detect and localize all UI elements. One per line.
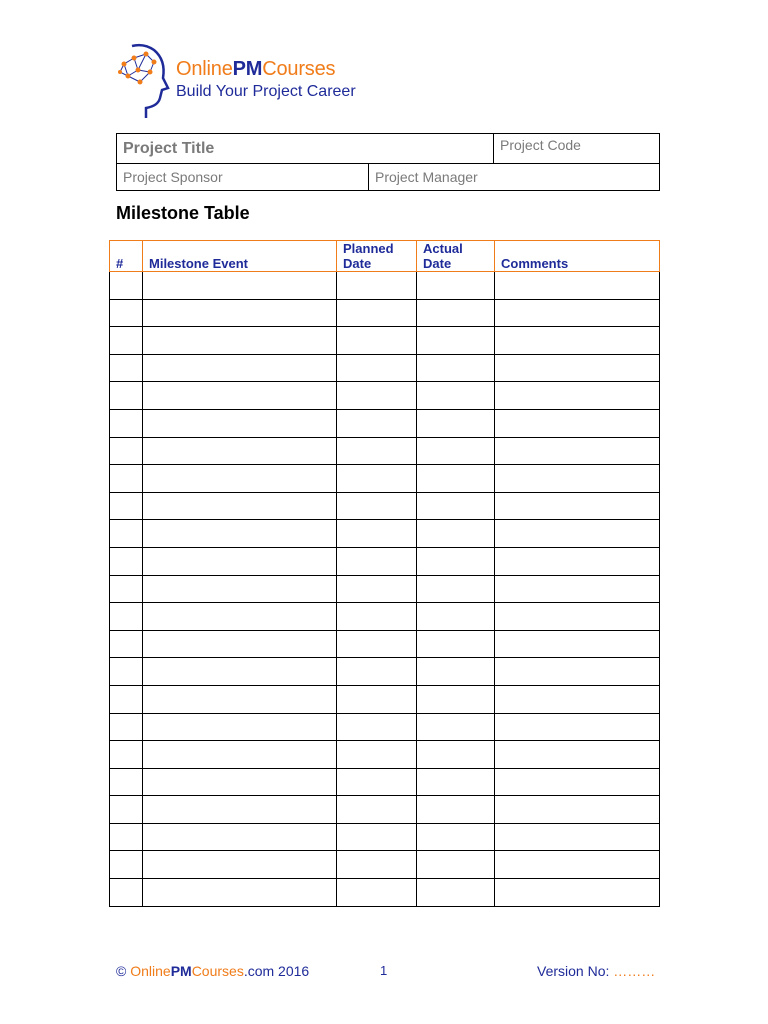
col-header-planned-date: Planned Date: [337, 241, 417, 272]
table-row: [110, 272, 660, 300]
cell-number[interactable]: [110, 437, 143, 465]
cell-planned-date[interactable]: [337, 520, 417, 548]
cell-planned-date[interactable]: [337, 382, 417, 410]
table-row: [110, 851, 660, 879]
cell-number[interactable]: [110, 520, 143, 548]
col-header-comments: Comments: [495, 241, 660, 272]
cell-event[interactable]: [143, 713, 337, 741]
cell-comments[interactable]: [495, 492, 660, 520]
cell-event[interactable]: [143, 603, 337, 631]
cell-planned-date[interactable]: [337, 437, 417, 465]
cell-actual-date[interactable]: [417, 299, 495, 327]
table-row: [110, 741, 660, 769]
table-row: [110, 409, 660, 437]
project-manager-field[interactable]: Project Manager: [369, 164, 660, 191]
cell-number[interactable]: [110, 299, 143, 327]
table-row: [110, 327, 660, 355]
cell-actual-date[interactable]: [417, 575, 495, 603]
milestone-rows: [110, 272, 660, 907]
cell-comments[interactable]: [495, 465, 660, 493]
cell-actual-date[interactable]: [417, 685, 495, 713]
cell-planned-date[interactable]: [337, 768, 417, 796]
cell-planned-date[interactable]: [337, 685, 417, 713]
cell-comments[interactable]: [495, 603, 660, 631]
cell-actual-date[interactable]: [417, 520, 495, 548]
cell-actual-date[interactable]: [417, 327, 495, 355]
table-row: [110, 520, 660, 548]
cell-planned-date[interactable]: [337, 658, 417, 686]
brand-tagline: Build Your Project Career: [176, 83, 356, 100]
version-field: Version No: ………: [537, 963, 656, 979]
cell-number[interactable]: [110, 879, 143, 907]
cell-comments[interactable]: [495, 382, 660, 410]
cell-actual-date[interactable]: [417, 547, 495, 575]
cell-comments[interactable]: [495, 658, 660, 686]
cell-number[interactable]: [110, 547, 143, 575]
cell-actual-date[interactable]: [417, 823, 495, 851]
cell-comments[interactable]: [495, 630, 660, 658]
cell-number[interactable]: [110, 465, 143, 493]
cell-comments[interactable]: [495, 741, 660, 769]
table-row: [110, 796, 660, 824]
cell-number[interactable]: [110, 575, 143, 603]
table-row: [110, 630, 660, 658]
cell-event[interactable]: [143, 796, 337, 824]
cell-number[interactable]: [110, 685, 143, 713]
cell-event[interactable]: [143, 465, 337, 493]
cell-actual-date[interactable]: [417, 492, 495, 520]
cell-comments[interactable]: [495, 354, 660, 382]
cell-planned-date[interactable]: [337, 796, 417, 824]
table-row: [110, 575, 660, 603]
cell-planned-date[interactable]: [337, 327, 417, 355]
cell-event[interactable]: [143, 382, 337, 410]
cell-comments[interactable]: [495, 768, 660, 796]
cell-comments[interactable]: [495, 823, 660, 851]
cell-event[interactable]: [143, 768, 337, 796]
logo: [116, 40, 386, 120]
cell-number[interactable]: [110, 796, 143, 824]
cell-number[interactable]: [110, 492, 143, 520]
table-row: [110, 492, 660, 520]
brand-name: OnlinePMCourses: [176, 58, 336, 80]
cell-actual-date[interactable]: [417, 851, 495, 879]
cell-comments[interactable]: [495, 409, 660, 437]
cell-planned-date[interactable]: [337, 299, 417, 327]
cell-event[interactable]: [143, 741, 337, 769]
cell-planned-date[interactable]: [337, 272, 417, 300]
cell-event[interactable]: [143, 658, 337, 686]
project-title-field[interactable]: Project Title: [117, 134, 494, 164]
cell-actual-date[interactable]: [417, 768, 495, 796]
cell-actual-date[interactable]: [417, 603, 495, 631]
cell-event[interactable]: [143, 272, 337, 300]
project-code-field[interactable]: Project Code: [494, 134, 660, 164]
cell-comments[interactable]: [495, 575, 660, 603]
cell-number[interactable]: [110, 382, 143, 410]
table-row: [110, 354, 660, 382]
cell-event[interactable]: [143, 851, 337, 879]
cell-planned-date[interactable]: [337, 492, 417, 520]
cell-event[interactable]: [143, 879, 337, 907]
cell-number[interactable]: [110, 713, 143, 741]
cell-number[interactable]: [110, 823, 143, 851]
table-row: [110, 382, 660, 410]
cell-event[interactable]: [143, 437, 337, 465]
cell-planned-date[interactable]: [337, 547, 417, 575]
cell-number[interactable]: [110, 630, 143, 658]
cell-actual-date[interactable]: [417, 796, 495, 824]
cell-number[interactable]: [110, 272, 143, 300]
table-row: [110, 713, 660, 741]
col-header-event: Milestone Event: [143, 241, 337, 272]
cell-planned-date[interactable]: [337, 630, 417, 658]
footer-copyright: © OnlinePMCourses.com 2016: [116, 963, 310, 979]
cell-number[interactable]: [110, 741, 143, 769]
cell-event[interactable]: [143, 492, 337, 520]
table-row: [110, 685, 660, 713]
cell-actual-date[interactable]: [417, 630, 495, 658]
cell-actual-date[interactable]: [417, 437, 495, 465]
cell-comments[interactable]: [495, 437, 660, 465]
cell-event[interactable]: [143, 630, 337, 658]
cell-event[interactable]: [143, 354, 337, 382]
table-row: [110, 299, 660, 327]
cell-event[interactable]: [143, 575, 337, 603]
cell-actual-date[interactable]: [417, 658, 495, 686]
cell-actual-date[interactable]: [417, 409, 495, 437]
cell-number[interactable]: [110, 851, 143, 879]
cell-number[interactable]: [110, 658, 143, 686]
table-row: [110, 768, 660, 796]
cell-actual-date[interactable]: [417, 879, 495, 907]
cell-comments[interactable]: [495, 713, 660, 741]
cell-actual-date[interactable]: [417, 465, 495, 493]
cell-event[interactable]: [143, 685, 337, 713]
table-row: [110, 547, 660, 575]
cell-number[interactable]: [110, 768, 143, 796]
cell-comments[interactable]: [495, 520, 660, 548]
cell-planned-date[interactable]: [337, 741, 417, 769]
cell-comments[interactable]: [495, 685, 660, 713]
cell-planned-date[interactable]: [337, 465, 417, 493]
milestone-header-row: [110, 241, 660, 272]
cell-number[interactable]: [110, 409, 143, 437]
col-header-number: #: [110, 241, 143, 272]
cell-actual-date[interactable]: [417, 354, 495, 382]
cell-number[interactable]: [110, 354, 143, 382]
cell-event[interactable]: [143, 409, 337, 437]
cell-event[interactable]: [143, 327, 337, 355]
table-row: [110, 603, 660, 631]
cell-number[interactable]: [110, 603, 143, 631]
col-header-actual-date: Actual Date: [417, 241, 495, 272]
cell-number[interactable]: [110, 327, 143, 355]
cell-comments[interactable]: [495, 547, 660, 575]
milestone-table: [109, 240, 660, 907]
table-row: [110, 879, 660, 907]
cell-comments[interactable]: [495, 879, 660, 907]
table-row: [110, 437, 660, 465]
cell-event[interactable]: [143, 520, 337, 548]
cell-planned-date[interactable]: [337, 409, 417, 437]
head-network-icon: [116, 40, 174, 120]
cell-comments[interactable]: [495, 272, 660, 300]
cell-actual-date[interactable]: [417, 713, 495, 741]
cell-comments[interactable]: [495, 299, 660, 327]
project-info-table: [116, 133, 660, 191]
cell-planned-date[interactable]: [337, 603, 417, 631]
cell-actual-date[interactable]: [417, 741, 495, 769]
cell-event[interactable]: [143, 547, 337, 575]
cell-comments[interactable]: [495, 851, 660, 879]
project-sponsor-field[interactable]: Project Sponsor: [117, 164, 369, 191]
cell-planned-date[interactable]: [337, 354, 417, 382]
cell-event[interactable]: [143, 299, 337, 327]
cell-actual-date[interactable]: [417, 382, 495, 410]
cell-planned-date[interactable]: [337, 879, 417, 907]
section-title: Milestone Table: [116, 203, 250, 223]
footer: [116, 963, 676, 983]
cell-comments[interactable]: [495, 327, 660, 355]
cell-planned-date[interactable]: [337, 823, 417, 851]
table-row: [110, 658, 660, 686]
table-row: [110, 465, 660, 493]
cell-actual-date[interactable]: [417, 272, 495, 300]
table-row: [110, 823, 660, 851]
cell-event[interactable]: [143, 823, 337, 851]
cell-planned-date[interactable]: [337, 575, 417, 603]
cell-planned-date[interactable]: [337, 851, 417, 879]
cell-planned-date[interactable]: [337, 713, 417, 741]
page-number: 1: [380, 963, 388, 978]
cell-comments[interactable]: [495, 796, 660, 824]
